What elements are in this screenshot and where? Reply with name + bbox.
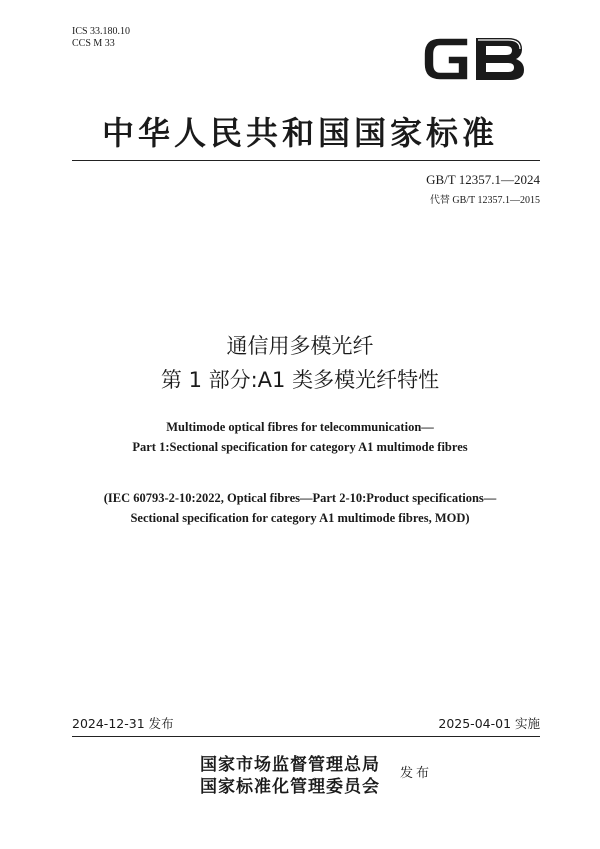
issuer-sac: 国家标准化管理委员会 xyxy=(200,777,380,797)
classification-codes xyxy=(72,26,130,50)
title-cn-line2: 第 1 部分:A1 类多模光纤特性 xyxy=(160,368,440,392)
issue-label: 发布 xyxy=(400,766,433,781)
standard-code: GB/T 12357.1—2024 xyxy=(426,172,540,187)
issuer-samr: 国家市场监督管理总局 xyxy=(200,755,380,775)
footer-divider xyxy=(72,736,540,737)
replaces-code: 代替 GB/T 12357.1—2015 xyxy=(429,195,540,206)
header-divider xyxy=(72,160,540,161)
implement-date: 2025-04-01 实施 xyxy=(438,716,540,731)
ccs-code: CCS M 33 xyxy=(72,38,115,49)
ics-code: ICS 33.180.10 xyxy=(72,26,131,37)
gb-logo xyxy=(418,30,530,88)
standard-type-title: 中华人民共和国国家标准 xyxy=(101,114,498,152)
title-cn-line1: 通信用多模光纤 xyxy=(226,334,374,358)
iec-reference-line2: Sectional specification for category A1 multimode fibres, MOD) xyxy=(130,511,470,525)
title-en-line1: Multimode optical fibres for telecommunication— xyxy=(166,420,434,434)
publish-date: 2024-12-31 发布 xyxy=(72,716,174,731)
title-en-line2: Part 1:Sectional specification for category A1 multimode fibres xyxy=(132,440,468,454)
iec-reference-line1: (IEC 60793-2-10:2022, Optical fibres—Part 2-10:Product specifications— xyxy=(103,491,497,505)
